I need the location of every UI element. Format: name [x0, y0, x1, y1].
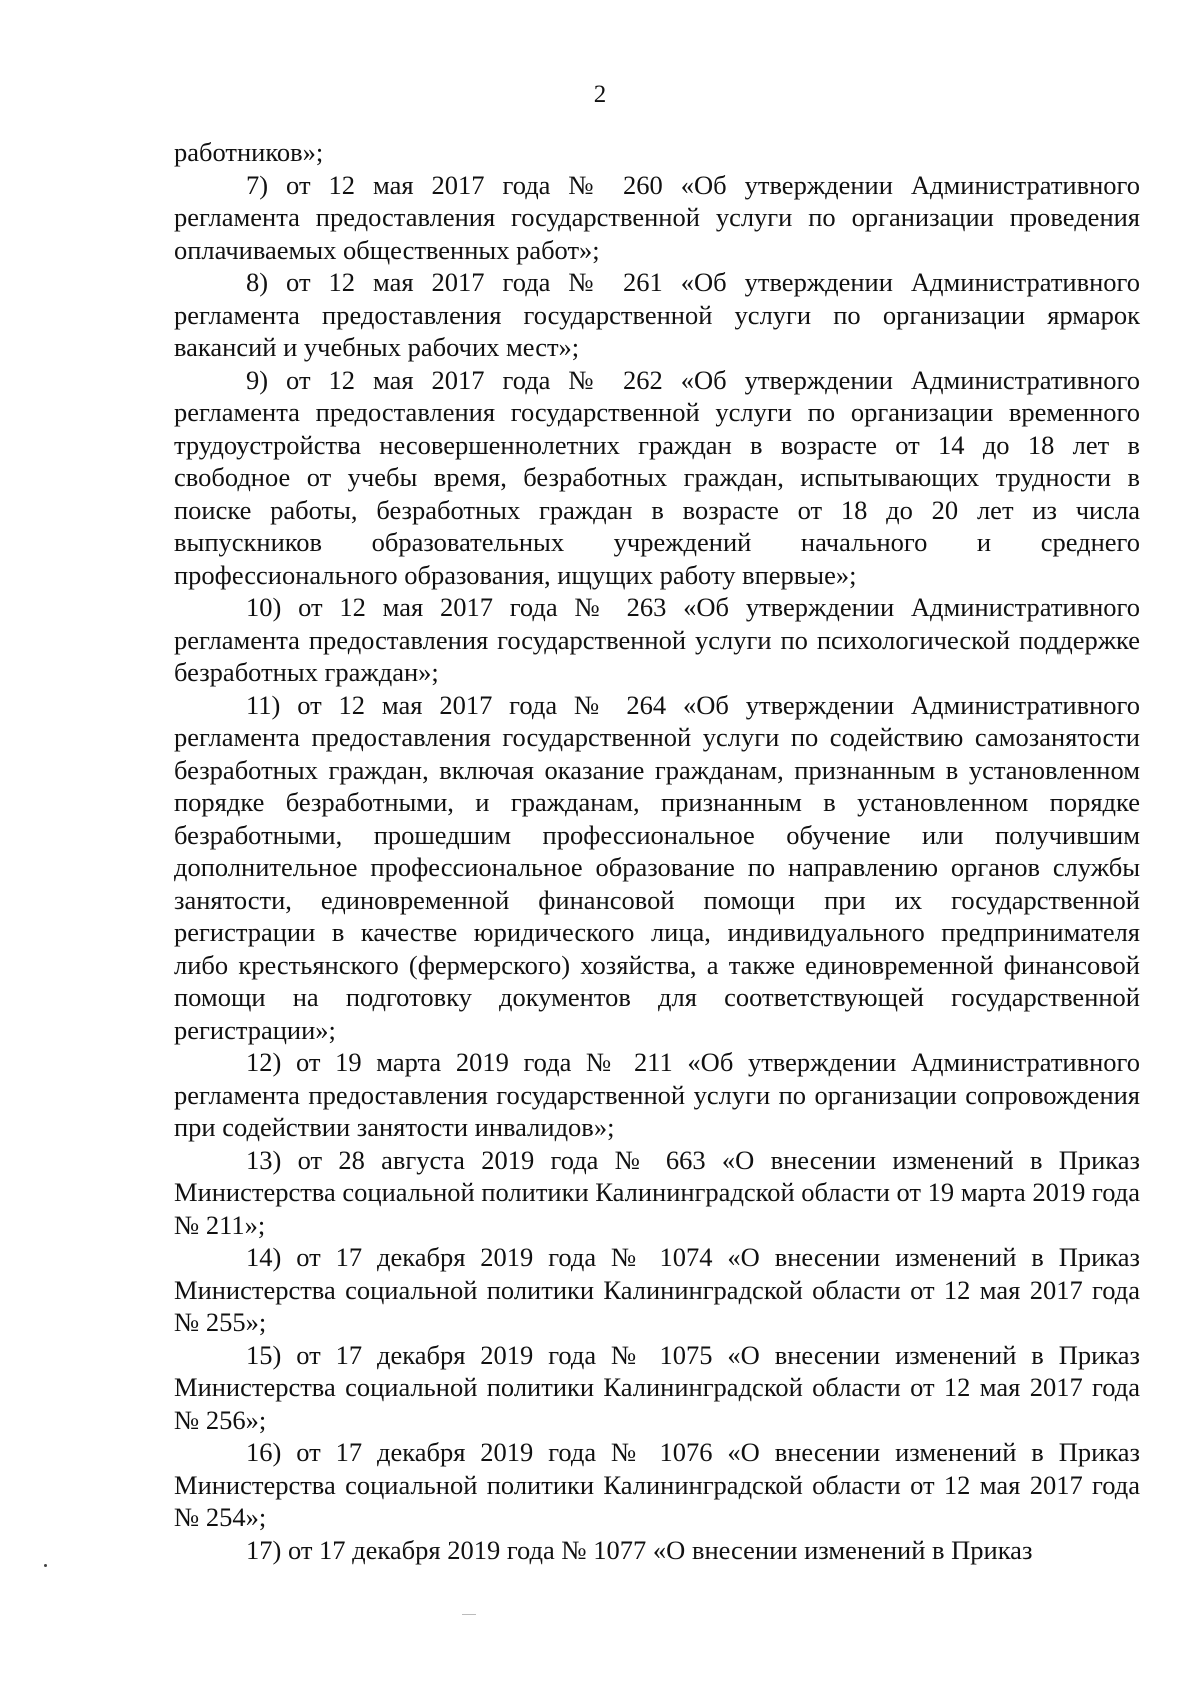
paragraph-item-14: 14) от 17 декабря 2019 года № 1074 «О внесении изменений в Приказ Министерства социальной политики Калининградской области от 12 мая 2017 года № 255»; [174, 1242, 1140, 1337]
page-number: 2 [593, 81, 607, 108]
paragraph-item-10: 10) от 12 мая 2017 года № 263 «Об утверждении Административного регламента предоставления государственной услуги по психологической поддержке безработных граждан»; [174, 592, 1140, 687]
paragraph-item-11: 11) от 12 мая 2017 года № 264 «Об утверждении Административного регламента предоставления государственной услуги по содействию самозанятости безработных граждан, включая оказание гражданам, признанным в установленном порядке безработными, и гражданам, признанным в установленном порядке безработными, прошедшим профессиональное обучение или получившим дополнительное профессиональное образование по направлению органов службы занятости, единовременной финансовой помощи при их государственной регистрации в качестве юридического лица, индивидуального предпринимателя либо крестьянского (фермерского) хозяйства, а также единовременной финансовой помощи на подготовку документов для соответствующей государственной регистрации»; [174, 689, 1140, 1045]
scan-speck [44, 1564, 47, 1567]
paragraph-continuation: работников»; [174, 137, 324, 167]
paragraph-item-12: 12) от 19 марта 2019 года № 211 «Об утверждении Административного регламента предоставления государственной услуги по организации сопровождения при содействии занятости инвалидов»; [174, 1047, 1140, 1142]
paragraph-item-7: 7) от 12 мая 2017 года № 260 «Об утверждении Административного регламента предоставления государственной услуги по организации проведения оплачиваемых общественных работ»; [174, 169, 1140, 265]
paragraph-item-13: 13) от 28 августа 2019 года № 663 «О внесении изменений в Приказ Министерства социальной политики Калининградской области от 19 марта 2019 года № 211»; [174, 1144, 1140, 1240]
paragraph-item-16: 16) от 17 декабря 2019 года № 1076 «О внесении изменений в Приказ Министерства социальной политики Калининградской области от 12 мая 2017 года № 254»; [174, 1437, 1140, 1532]
document-body [174, 136, 1140, 1566]
scan-mark [462, 1614, 476, 1615]
paragraph-item-8: 8) от 12 мая 2017 года № 261 «Об утверждении Административного регламента предоставления государственной услуги по организации ярмарок вакансий и учебных рабочих мест»; [174, 267, 1140, 362]
paragraph-item-15: 15) от 17 декабря 2019 года № 1075 «О внесении изменений в Приказ Министерства социальной политики Калининградской области от 12 мая 2017 года № 256»; [174, 1339, 1140, 1435]
paragraph-item-9: 9) от 12 мая 2017 года № 262 «Об утверждении Административного регламента предоставления государственной услуги по организации временного трудоустройства несовершеннолетних граждан в возрасте от 14 до 18 лет в свободное от учебы время, безработных граждан, испытывающих трудности в поиске работы, безработных граждан в возрасте от 18 до 20 лет из числа выпускников образовательных учреждений начального и среднего профессионального образования, ищущих работу впервые»; [174, 364, 1140, 590]
paragraph-item-17: 17) от 17 декабря 2019 года № 1077 «О внесении изменений в Приказ [246, 1534, 1033, 1565]
